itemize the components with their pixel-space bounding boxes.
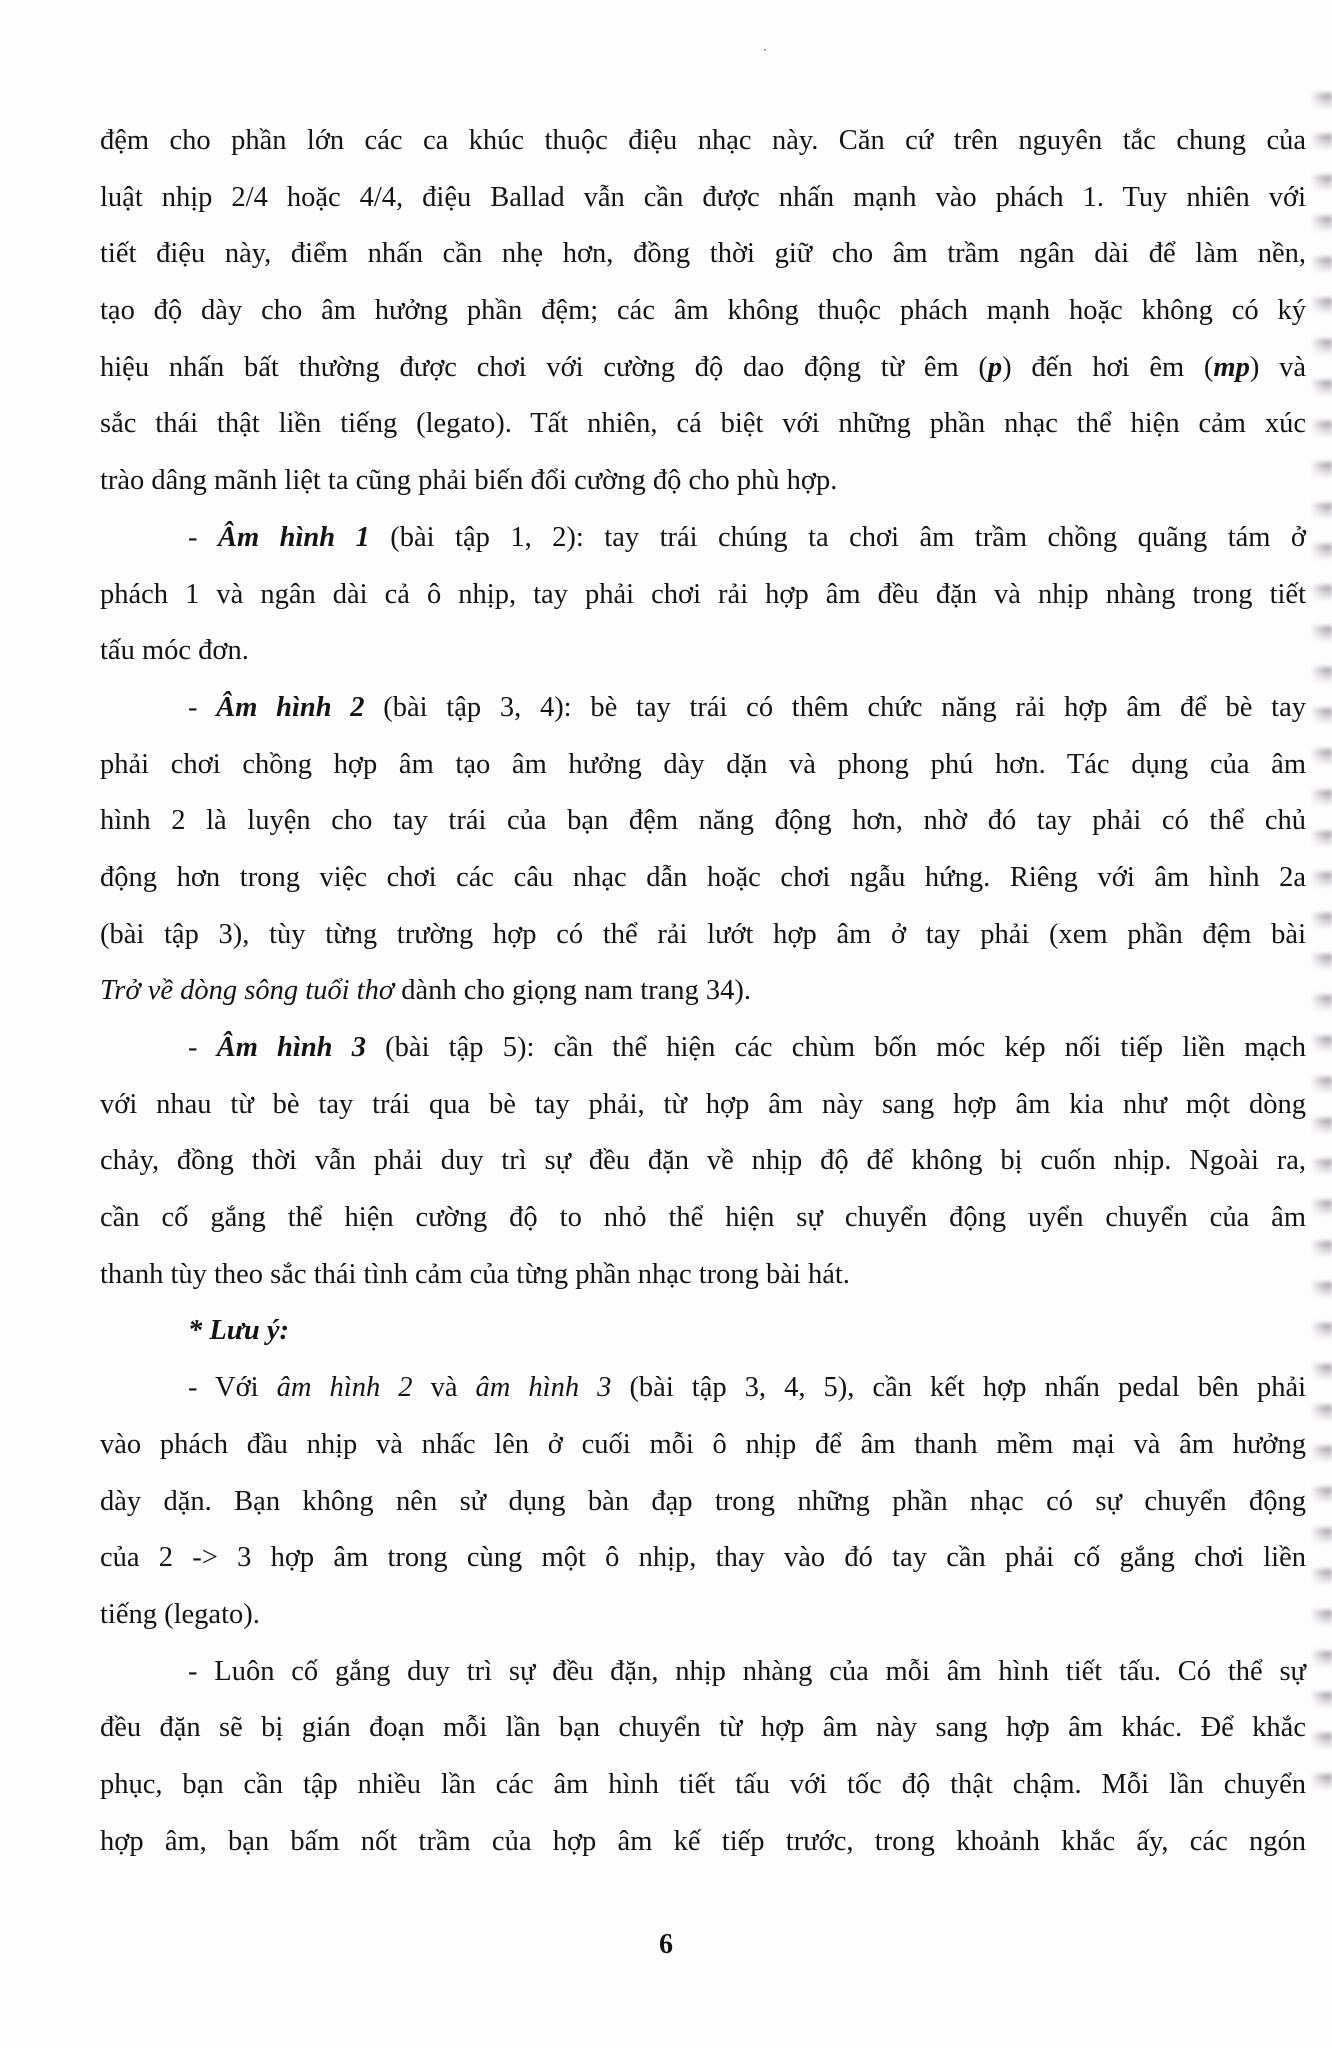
text-line <box>100 510 1306 567</box>
text-segment: ) đến hơi êm ( <box>1002 351 1214 383</box>
pattern-ref-2: âm hình 2 <box>276 1372 413 1404</box>
text-segment: hiệu nhấn bất thường được chơi với cường độ dao động từ êm ( <box>100 351 988 383</box>
text-line: đệm cho phần lớn các ca khúc thuộc điệu nhạc này. Căn cứ trên nguyên tắc chung của <box>100 125 1306 156</box>
pattern-label-3: Âm hình 3 <box>216 1032 366 1063</box>
text-line: tấu móc đơn. <box>100 635 249 667</box>
text-segment: - Với <box>188 1372 277 1404</box>
text-line: chảy, đồng thời vẫn phải duy trì sự đều đặn về nhịp độ để không bị cuốn nhịp. Ngoài ra, <box>100 1145 1306 1177</box>
body-text <box>100 113 1306 1870</box>
text-line: cần cố gắng thể hiện cường độ to nhỏ thể hiện sự chuyển động uyển chuyển của âm <box>100 1202 1306 1234</box>
text-segment: (bài tập 5): cần thể hiện các chùm bốn móc kép nối tiếp liền mạch <box>365 1032 1306 1063</box>
text-line: phách 1 và ngân dài cả ô nhịp, tay phải chơi rải hợp âm đều đặn và nhịp nhàng trong tiết <box>100 578 1306 610</box>
text-line: đều đặn sẽ bị gián đoạn mỗi lần bạn chuyển từ hợp âm này sang hợp âm khác. Để khắc <box>100 1712 1306 1744</box>
note-heading: * Lưu ý: <box>188 1315 289 1347</box>
dynamic-mark-piano: p <box>987 351 1003 383</box>
text-line <box>100 1360 1306 1417</box>
text-line: hợp âm, bạn bấm nốt trầm của hợp âm kế tiếp trước, trong khoảnh khắc ấy, các ngón <box>100 1825 1306 1857</box>
text-line <box>100 1020 1306 1077</box>
text-segment: (bài tập 3, 4): bè tay trái có thêm chức năng rải hợp âm để bè tay <box>364 691 1306 723</box>
text-line: dày dặn. Bạn không nên sử dụng bàn đạp trong những phần nhạc có sự chuyển động <box>100 1485 1306 1517</box>
text-line: tiết điệu này, điểm nhấn cần nhẹ hơn, đồng thời giữ cho âm trầm ngân dài để làm nền, <box>100 238 1306 270</box>
song-title: Trở về dòng sông tuổi thơ <box>100 975 395 1007</box>
text-segment: dành cho giọng nam trang 34). <box>394 975 752 1007</box>
pattern-ref-3: âm hình 3 <box>475 1372 612 1404</box>
text-segment: và <box>412 1372 476 1404</box>
page-number: 6 <box>659 1929 673 1960</box>
text-segment: ) và <box>1249 351 1306 383</box>
text-line: - Luôn cố gắng duy trì sự đều đặn, nhịp nhàng của mỗi âm hình tiết tấu. Có thể sự <box>188 1655 1306 1687</box>
text-line <box>100 963 1306 1020</box>
dynamic-mark-mezzo-piano: mp <box>1213 351 1250 383</box>
pattern-label-1: Âm hình 1 <box>217 521 370 553</box>
text-segment: (bài tập 3, 4, 5), cần kết hợp nhấn pedal bên phải <box>611 1372 1307 1404</box>
text-line: trào dâng mãnh liệt ta cũng phải biến đổi cường độ cho phù hợp. <box>100 465 838 497</box>
text-line: với nhau từ bè tay trái qua bè tay phải, từ hợp âm này sang hợp âm kia như một dòng <box>100 1088 1306 1120</box>
text-line: thanh tùy theo sắc thái tình cảm của từng phần nhạc trong bài hát. <box>100 1258 850 1290</box>
text-line: vào phách đầu nhịp và nhấc lên ở cuối mỗi ô nhịp để âm thanh mềm mại và âm hưởng <box>100 1428 1306 1460</box>
text-line: hình 2 là luyện cho tay trái của bạn đệm năng động hơn, nhờ đó tay phải có thể chủ <box>100 805 1306 837</box>
text-segment: (bài tập 1, 2): tay trái chúng ta chơi âm trầm chồng quãng tám ở <box>369 521 1306 553</box>
text-line: (bài tập 3), tùy từng trường hợp có thể rải lướt hợp âm ở tay phải (xem phần đệm bài <box>100 918 1306 950</box>
text-line <box>100 680 1306 737</box>
scan-speck <box>764 49 766 51</box>
text-line: của 2 -> 3 hợp âm trong cùng một ô nhịp, thay vào đó tay cần phải cố gắng chơi liền <box>100 1542 1306 1574</box>
text-line: sắc thái thật liền tiếng (legato). Tất nhiên, cá biệt với những phần nhạc thể hiện cảm xúc <box>100 408 1306 440</box>
pattern-label-2: Âm hình 2 <box>216 691 365 723</box>
text-line: tiếng (legato). <box>100 1598 260 1630</box>
text-line: tạo độ dày cho âm hưởng phần đệm; các âm không thuộc phách mạnh hoặc không có ký <box>100 295 1306 327</box>
text-line: động hơn trong việc chơi các câu nhạc dẫn hoặc chơi ngẫu hứng. Riêng với âm hình 2a <box>100 861 1306 893</box>
text-line: phục, bạn cần tập nhiều lần các âm hình tiết tấu với tốc độ thật chậm. Mỗi lần chuyển <box>100 1768 1306 1800</box>
text-line: phải chơi chồng hợp âm tạo âm hưởng dày dặn và phong phú hơn. Tác dụng của âm <box>100 748 1306 780</box>
binding-edge-shadow <box>1310 80 1332 1800</box>
dash: - <box>188 1032 217 1063</box>
text-line: luật nhịp 2/4 hoặc 4/4, điệu Ballad vẫn cần được nhấn mạnh vào phách 1. Tuy nhiên với <box>100 181 1306 213</box>
dash: - <box>188 521 218 553</box>
dash: - <box>188 691 217 723</box>
text-line <box>100 340 1306 397</box>
